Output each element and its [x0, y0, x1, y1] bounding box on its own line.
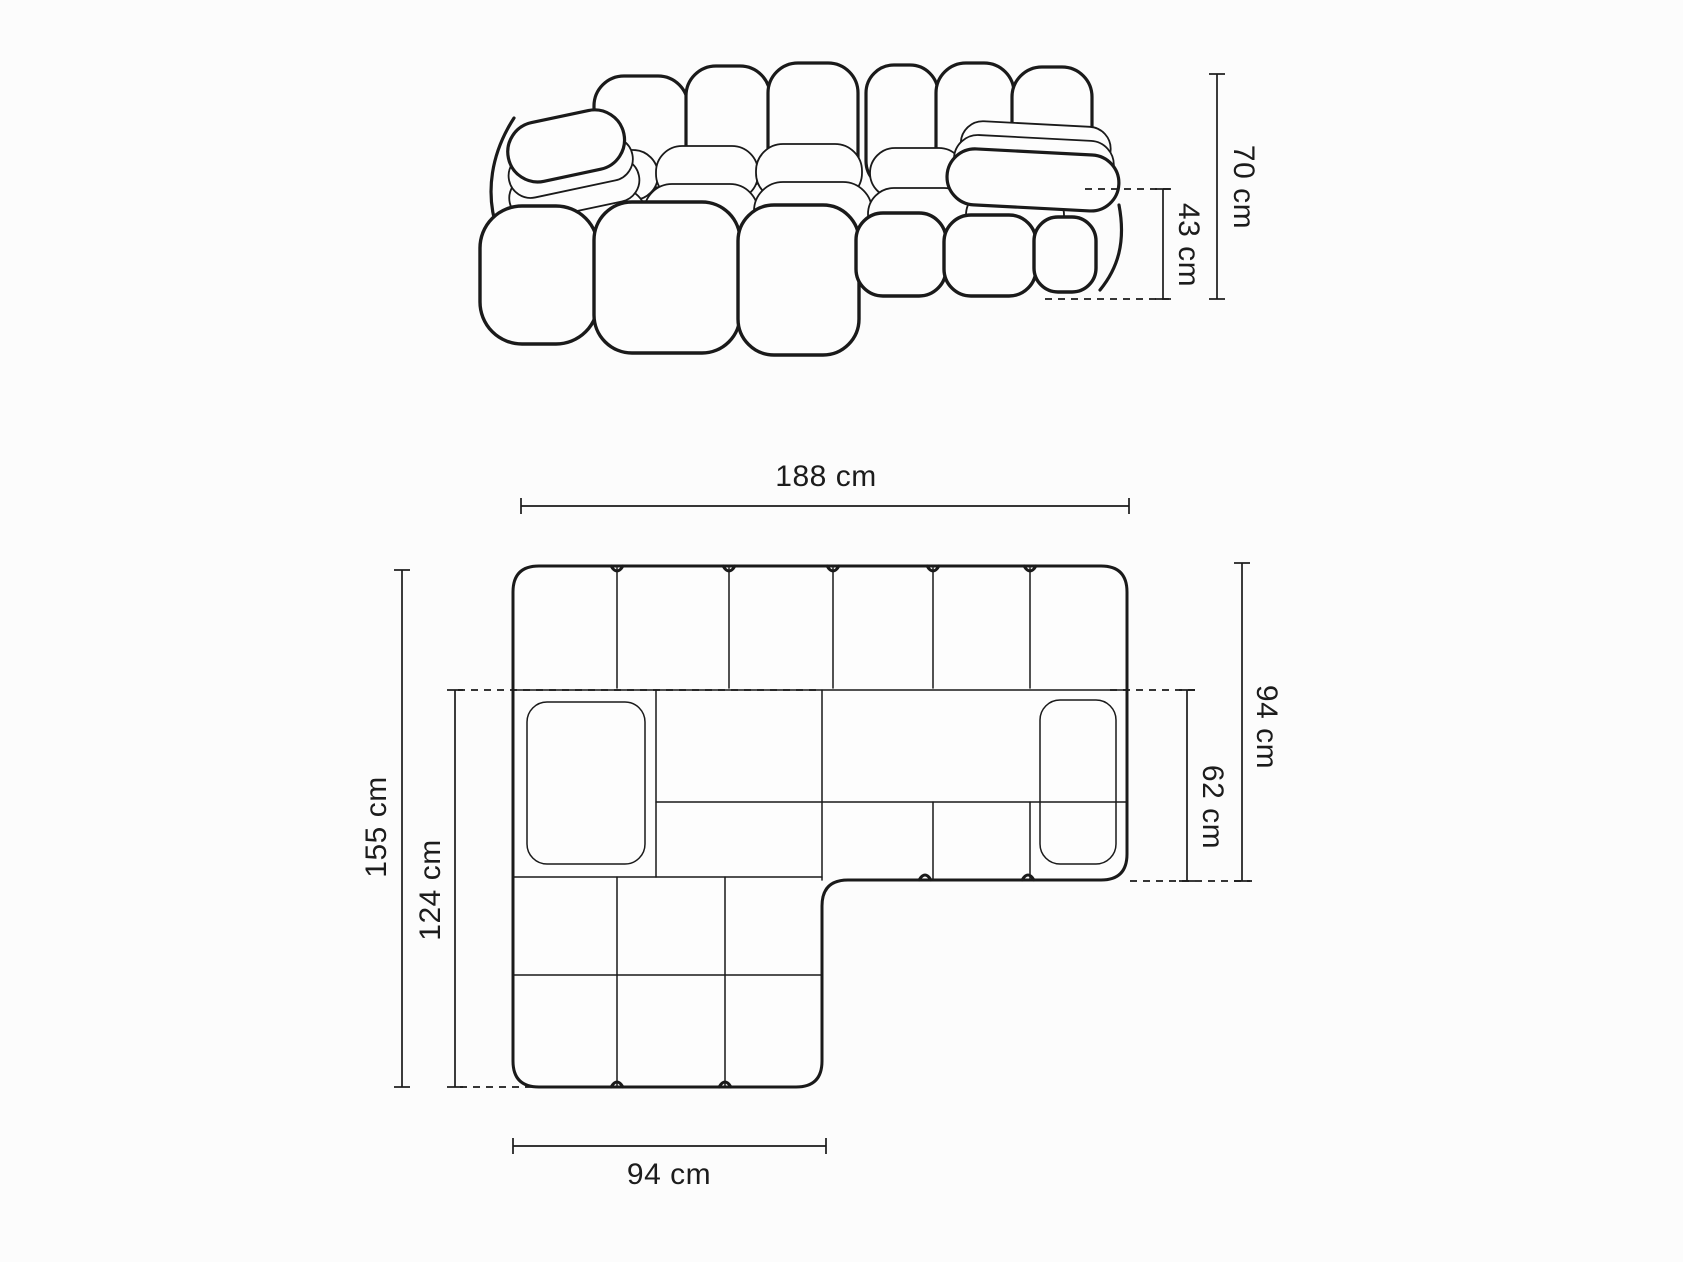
dim-line-total-height	[1209, 74, 1225, 299]
label-chaise-width: 94 cm	[626, 1158, 712, 1191]
label-right-depth: 94 cm	[1250, 684, 1283, 770]
front-right-armrest	[946, 119, 1122, 212]
dim-line-chaise-inner-depth	[447, 690, 463, 1087]
label-seat-height: 43 cm	[1172, 202, 1205, 288]
top-view-drawing	[513, 566, 1127, 1087]
dim-line-right-depth	[1234, 563, 1250, 881]
dim-line-total-depth	[394, 570, 410, 1087]
front-view-drawing	[480, 63, 1122, 355]
label-total-depth: 155 cm	[360, 776, 393, 878]
top-view-outline	[513, 566, 1127, 1087]
dim-line-chaise-width	[513, 1138, 826, 1154]
label-total-height: 70 cm	[1227, 144, 1260, 230]
dim-line-right-inner-depth	[1179, 690, 1195, 881]
dim-line-total-width	[521, 498, 1129, 514]
label-right-inner-depth: 62 cm	[1196, 764, 1229, 850]
front-bottom-cushions	[480, 202, 1096, 355]
label-chaise-inner-depth: 124 cm	[414, 839, 447, 941]
dim-line-seat-height	[1155, 189, 1171, 299]
label-total-width: 188 cm	[775, 460, 877, 493]
